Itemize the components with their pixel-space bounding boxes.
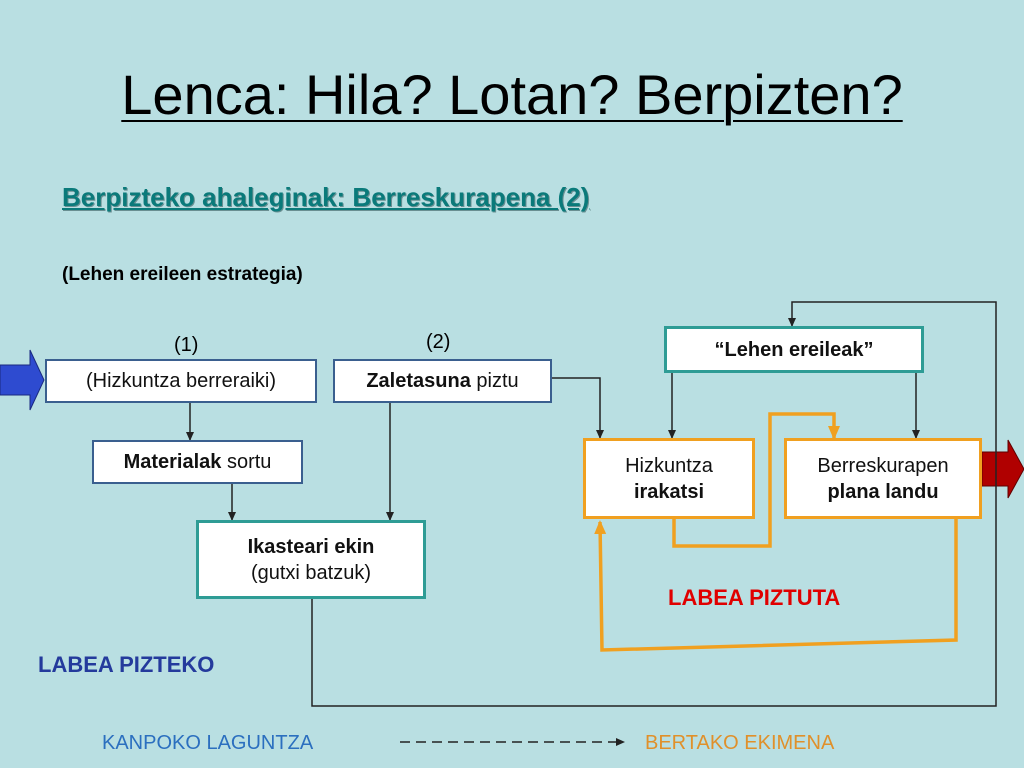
entry-arrow [0,350,44,410]
step-2-label: (2) [426,331,451,353]
footer-bertako-ekimena: BERTAKO EKIMENA [645,732,835,754]
strategy-note: (Lehen ereileen estrategia) [62,264,303,285]
slide-subtitle: Berpizteko ahaleginak: Berreskurapena (2) [62,182,590,212]
exit-arrow [982,440,1024,498]
box-hizkuntza-irakatsi: Hizkuntza irakatsi [583,438,755,519]
box-zaletasuna-piztu: Zaletasuna piztu [333,359,552,403]
box-materialak-sortu: Materialak sortu [92,440,303,484]
box-hizkuntza-berreraiki: (Hizkuntza berreraiki) [45,359,317,403]
box-berreskurapen-plana: Berreskurapen plana landu [784,438,982,519]
label-labea-piztuta: LABEA PIZTUTA [668,585,841,610]
box-ikasteari-ekin: Ikasteari ekin (gutxi batzuk) [196,520,426,599]
step-1-label: (1) [174,334,199,356]
footer-kanpoko-laguntza: KANPOKO LAGUNTZA [102,732,314,754]
label-labea-pizteko: LABEA PIZTEKO [38,652,215,677]
box-lehen-ereileak: “Lehen ereileak” [664,326,924,373]
page-title: Lenca: Hila? Lotan? Berpizten? [121,63,903,126]
